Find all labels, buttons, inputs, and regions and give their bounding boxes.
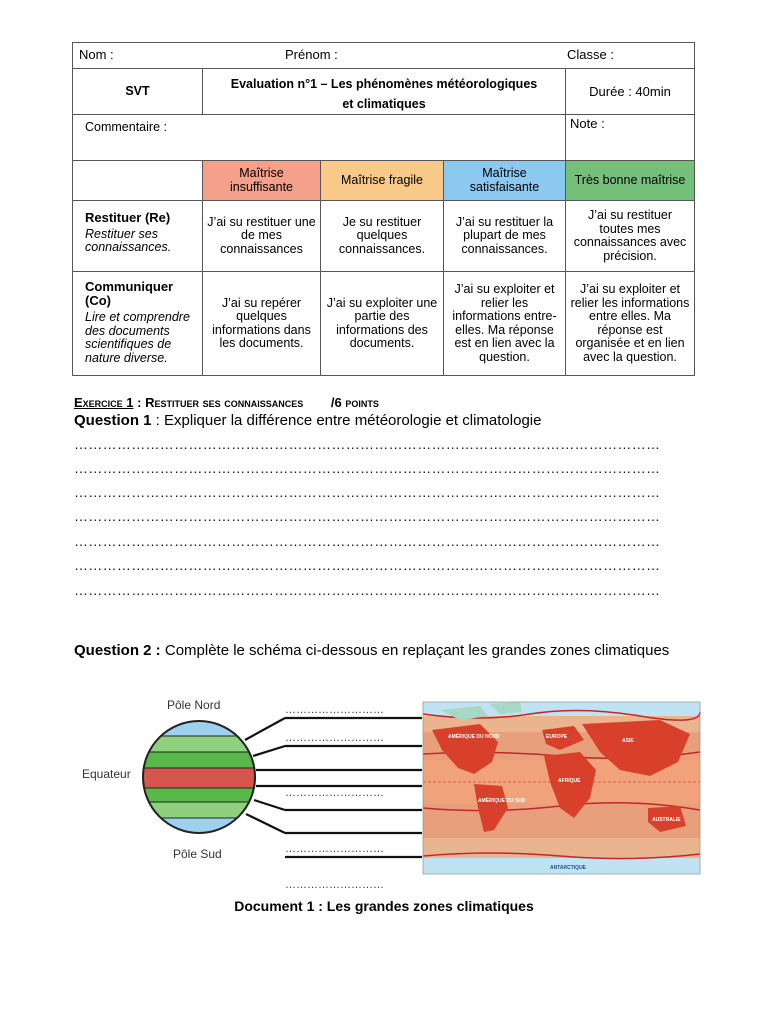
pole-nord-label: Pôle Nord: [167, 698, 221, 712]
blank-zone-label[interactable]: ………………………: [285, 879, 384, 890]
world-map: [423, 702, 700, 874]
answer-line[interactable]: ……………………………………………………………………………………………………………: [74, 484, 661, 500]
classe-label: Classe :: [567, 47, 614, 62]
evaluation-table: [72, 42, 695, 376]
skill-desc: Lire et comprendre des documents scientifiques de nature diverse.: [85, 310, 190, 365]
exercise-points: /6 points: [330, 395, 379, 410]
map-label-asie: ASIE: [622, 738, 634, 744]
criteria-cell: J’ai su restituer toutes mes connaissances avec précision.: [565, 200, 695, 272]
criteria-cell: J’ai su exploiter et relier les informations entre elles. Ma réponse est organisée et en lien avec la question.: [565, 271, 695, 376]
evaluation-title-line2: et climatiques: [342, 97, 426, 111]
criteria-cell: Je su restituer quelques connaissances.: [320, 200, 444, 272]
level-header-fragile: Maîtrise fragile: [320, 160, 444, 201]
blank-zone-label[interactable]: ………………………: [285, 787, 384, 799]
identity-row: [72, 42, 695, 69]
prenom-label: Prénom :: [285, 47, 338, 62]
criteria-cell: J’ai su repérer quelques informations dans les documents.: [202, 271, 321, 376]
level-header-tres-bonne: Très bonne maîtrise: [565, 160, 695, 201]
blank-zone-label[interactable]: ………………………: [285, 704, 384, 716]
answer-line[interactable]: ……………………………………………………………………………………………………………: [74, 557, 661, 573]
level-header-satisfaisante: Maîtrise satisfaisante: [443, 160, 566, 201]
note-cell[interactable]: [565, 114, 695, 161]
exercise-title: Exercice 1 : Restituer ses connaissances /6 points: [74, 395, 379, 410]
commentaire-label: Commentaire :: [85, 120, 167, 134]
skill-name: Restituer (Re): [85, 210, 171, 225]
question-2: [74, 642, 669, 659]
skill-name: Communiquer (Co): [85, 279, 174, 308]
figure-caption: Document 1 : Les grandes zones climatiques: [234, 898, 534, 914]
map-label-amerique-sud: AMÉRIQUE DU SUD: [478, 798, 526, 804]
skill-restituer: [72, 200, 203, 272]
subject-cell: SVT: [72, 68, 203, 115]
answer-line[interactable]: ……………………………………………………………………………………………………………: [74, 582, 661, 598]
pole-sud-label: Pôle Sud: [173, 847, 222, 861]
map-label-antarctique: ANTARCTIQUE: [550, 865, 587, 871]
skill-communiquer: [72, 271, 203, 376]
equateur-label: Equateur: [82, 767, 131, 781]
duree-cell: Durée : 40min: [565, 68, 695, 115]
answer-line[interactable]: ……………………………………………………………………………………………………………: [74, 508, 661, 524]
globe: [140, 720, 260, 834]
evaluation-title: [202, 68, 566, 115]
criteria-cell: J’ai su restituer la plupart de mes connaissances.: [443, 200, 566, 272]
evaluation-title-line1: Evaluation n°1 – Les phénomènes météorologiques: [230, 77, 538, 91]
criteria-cell: J’ai su exploiter et relier les informations entre-elles. Ma réponse est en lien avec la question.: [443, 271, 566, 376]
map-label-afrique: AFRIQUE: [558, 778, 581, 784]
commentaire-cell[interactable]: [72, 114, 566, 161]
blank-zone-label[interactable]: ………………………: [285, 843, 384, 855]
skill-desc: Restituer ses connaissances.: [85, 226, 172, 254]
empty-header-cell: [72, 160, 203, 201]
answer-line[interactable]: ……………………………………………………………………………………………………………: [74, 436, 661, 452]
nom-label: Nom :: [79, 47, 114, 62]
map-label-europe: EUROPE: [546, 734, 568, 740]
exercise-number: Exercice 1: [74, 395, 134, 410]
blank-zone-label[interactable]: ………………………: [285, 732, 384, 744]
question-1-text: : Expliquer la différence entre météorologie et climatologie: [151, 412, 542, 429]
answer-line[interactable]: ……………………………………………………………………………………………………………: [74, 533, 661, 549]
exercise-heading: Restituer ses connaissances: [145, 395, 304, 410]
criteria-cell: J’ai su restituer une de mes connaissances: [202, 200, 321, 272]
question-2-text: Complète le schéma ci-dessous en replaçant les grandes zones climatiques: [160, 642, 670, 659]
question-2-label: Question 2 :: [74, 642, 161, 659]
map-label-amerique-nord: AMÉRIQUE DU NORD: [448, 734, 500, 740]
level-header-insuffisante: Maîtrise insuffisante: [202, 160, 321, 201]
question-1: [74, 412, 541, 429]
climate-zones-figure: [60, 690, 705, 890]
question-1-label: Question 1: [74, 412, 152, 429]
map-label-australie: AUSTRALIE: [652, 817, 681, 823]
answer-line[interactable]: ……………………………………………………………………………………………………………: [74, 460, 661, 476]
criteria-cell: J’ai su exploiter une partie des informations des documents.: [320, 271, 444, 376]
note-label: Note :: [570, 116, 605, 131]
